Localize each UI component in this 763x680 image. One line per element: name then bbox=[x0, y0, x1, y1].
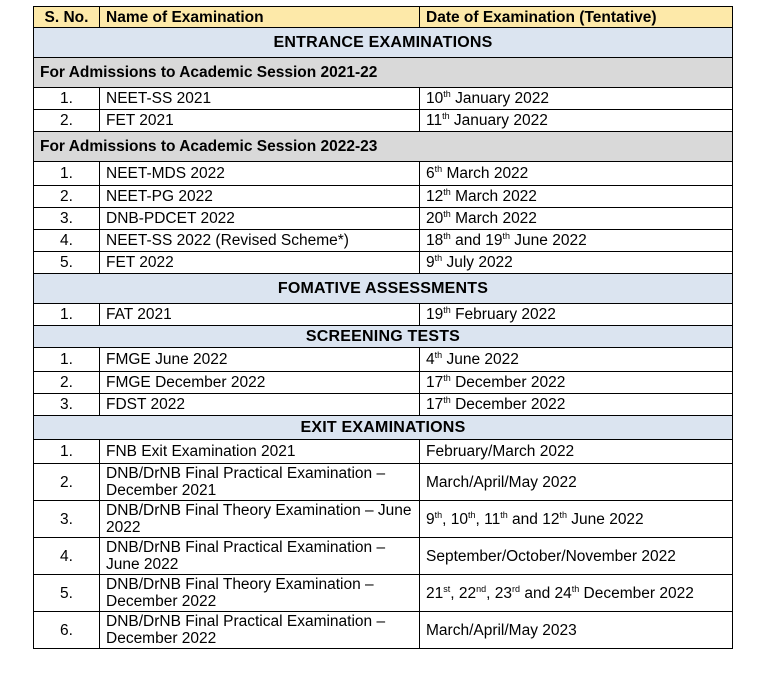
row-exam-name: NEET-SS 2022 (Revised Scheme*) bbox=[100, 230, 420, 252]
ordinal-suffix: th bbox=[443, 394, 451, 405]
section-title: FOMATIVE ASSESSMENTS bbox=[34, 274, 733, 304]
row-sno: 5. bbox=[34, 575, 100, 612]
ordinal-suffix: th bbox=[443, 186, 451, 197]
row-exam-date: 6th March 2022 bbox=[420, 162, 733, 186]
exam-schedule-table bbox=[33, 6, 733, 649]
row-exam-date: 17th December 2022 bbox=[420, 394, 733, 416]
row-exam-name: NEET-PG 2022 bbox=[100, 186, 420, 208]
row-exam-name: DNB/DrNB Final Practical Examination – June 2022 bbox=[100, 538, 420, 575]
table-row bbox=[34, 464, 733, 501]
row-exam-date: 19th February 2022 bbox=[420, 304, 733, 326]
row-exam-date: September/October/November 2022 bbox=[420, 538, 733, 575]
header-name: Name of Examination bbox=[100, 7, 420, 28]
row-exam-name: DNB/DrNB Final Practical Examination – December 2022 bbox=[100, 612, 420, 649]
row-exam-date: March/April/May 2022 bbox=[420, 464, 733, 501]
row-exam-date: March/April/May 2023 bbox=[420, 612, 733, 649]
ordinal-suffix: th bbox=[443, 304, 451, 315]
row-exam-date: 17th December 2022 bbox=[420, 372, 733, 394]
section-exit bbox=[34, 416, 733, 440]
row-sno: 3. bbox=[34, 501, 100, 538]
table-row bbox=[34, 501, 733, 538]
row-sno: 2. bbox=[34, 186, 100, 208]
ordinal-suffix: th bbox=[468, 509, 476, 520]
ordinal-suffix: th bbox=[434, 252, 443, 263]
row-sno: 2. bbox=[34, 464, 100, 501]
section-title: SCREENING TESTS bbox=[34, 326, 733, 348]
row-exam-name: FET 2022 bbox=[100, 252, 420, 274]
table-row bbox=[34, 440, 733, 464]
ordinal-suffix: th bbox=[434, 509, 443, 520]
ordinal-suffix: th bbox=[443, 208, 451, 219]
ordinal-suffix: th bbox=[500, 509, 508, 520]
header-sno: S. No. bbox=[34, 7, 100, 28]
row-exam-date: 20th March 2022 bbox=[420, 208, 733, 230]
row-exam-date: 11th January 2022 bbox=[420, 110, 733, 132]
row-exam-name: NEET-MDS 2022 bbox=[100, 162, 420, 186]
subsection-title: For Admissions to Academic Session 2021-22 bbox=[34, 58, 733, 88]
row-sno: 1. bbox=[34, 304, 100, 326]
section-title: EXIT EXAMINATIONS bbox=[34, 416, 733, 440]
table-row bbox=[34, 230, 733, 252]
table-row bbox=[34, 186, 733, 208]
row-exam-name: DNB/DrNB Final Practical Examination – December 2021 bbox=[100, 464, 420, 501]
row-exam-date: 9th, 10th, 11th and 12th June 2022 bbox=[420, 501, 733, 538]
table-row bbox=[34, 394, 733, 416]
ordinal-suffix: th bbox=[442, 110, 450, 121]
row-sno: 3. bbox=[34, 208, 100, 230]
table-row bbox=[34, 88, 733, 110]
row-exam-date: 18th and 19th June 2022 bbox=[420, 230, 733, 252]
row-sno: 1. bbox=[34, 348, 100, 372]
row-sno: 5. bbox=[34, 252, 100, 274]
ordinal-suffix: th bbox=[443, 372, 451, 383]
table-row bbox=[34, 252, 733, 274]
row-exam-name: DNB-PDCET 2022 bbox=[100, 208, 420, 230]
header-date: Date of Examination (Tentative) bbox=[420, 7, 733, 28]
table-row bbox=[34, 538, 733, 575]
ordinal-suffix: th bbox=[434, 163, 443, 174]
row-sno: 6. bbox=[34, 612, 100, 649]
row-exam-name: FET 2021 bbox=[100, 110, 420, 132]
ordinal-suffix: rd bbox=[512, 583, 521, 594]
row-exam-name: FNB Exit Examination 2021 bbox=[100, 440, 420, 464]
row-sno: 4. bbox=[34, 538, 100, 575]
table-row bbox=[34, 348, 733, 372]
table-row bbox=[34, 162, 733, 186]
subsection-2022-23 bbox=[34, 132, 733, 162]
section-screening bbox=[34, 326, 733, 348]
subsection-2021-22 bbox=[34, 58, 733, 88]
section-formative bbox=[34, 274, 733, 304]
row-exam-date: 4th June 2022 bbox=[420, 348, 733, 372]
row-exam-date: 21st, 22nd, 23rd and 24th December 2022 bbox=[420, 575, 733, 612]
row-exam-name: DNB/DrNB Final Theory Examination – June 2022 bbox=[100, 501, 420, 538]
row-exam-name: NEET-SS 2021 bbox=[100, 88, 420, 110]
row-exam-name: FAT 2021 bbox=[100, 304, 420, 326]
row-exam-date: 9th July 2022 bbox=[420, 252, 733, 274]
ordinal-suffix: th bbox=[571, 583, 580, 594]
table-row bbox=[34, 575, 733, 612]
table-row bbox=[34, 208, 733, 230]
ordinal-suffix: th bbox=[443, 230, 451, 241]
section-entrance bbox=[34, 28, 733, 58]
row-sno: 2. bbox=[34, 372, 100, 394]
ordinal-suffix: st bbox=[443, 583, 451, 594]
row-sno: 1. bbox=[34, 162, 100, 186]
header-row bbox=[34, 7, 733, 28]
row-sno: 3. bbox=[34, 394, 100, 416]
ordinal-suffix: th bbox=[443, 88, 451, 99]
row-exam-date: February/March 2022 bbox=[420, 440, 733, 464]
table-row bbox=[34, 110, 733, 132]
row-exam-name: FDST 2022 bbox=[100, 394, 420, 416]
row-sno: 1. bbox=[34, 440, 100, 464]
row-exam-name: DNB/DrNB Final Theory Examination – December 2022 bbox=[100, 575, 420, 612]
section-title: ENTRANCE EXAMINATIONS bbox=[34, 28, 733, 58]
subsection-title: For Admissions to Academic Session 2022-23 bbox=[34, 132, 733, 162]
table-row bbox=[34, 372, 733, 394]
ordinal-suffix: th bbox=[434, 349, 443, 360]
ordinal-suffix: th bbox=[559, 509, 567, 520]
row-exam-name: FMGE June 2022 bbox=[100, 348, 420, 372]
table-row bbox=[34, 304, 733, 326]
table-row bbox=[34, 612, 733, 649]
row-exam-name: FMGE December 2022 bbox=[100, 372, 420, 394]
row-exam-date: 12th March 2022 bbox=[420, 186, 733, 208]
row-sno: 1. bbox=[34, 88, 100, 110]
row-exam-date: 10th January 2022 bbox=[420, 88, 733, 110]
row-sno: 2. bbox=[34, 110, 100, 132]
ordinal-suffix: th bbox=[502, 230, 510, 241]
row-sno: 4. bbox=[34, 230, 100, 252]
ordinal-suffix: nd bbox=[476, 583, 487, 594]
